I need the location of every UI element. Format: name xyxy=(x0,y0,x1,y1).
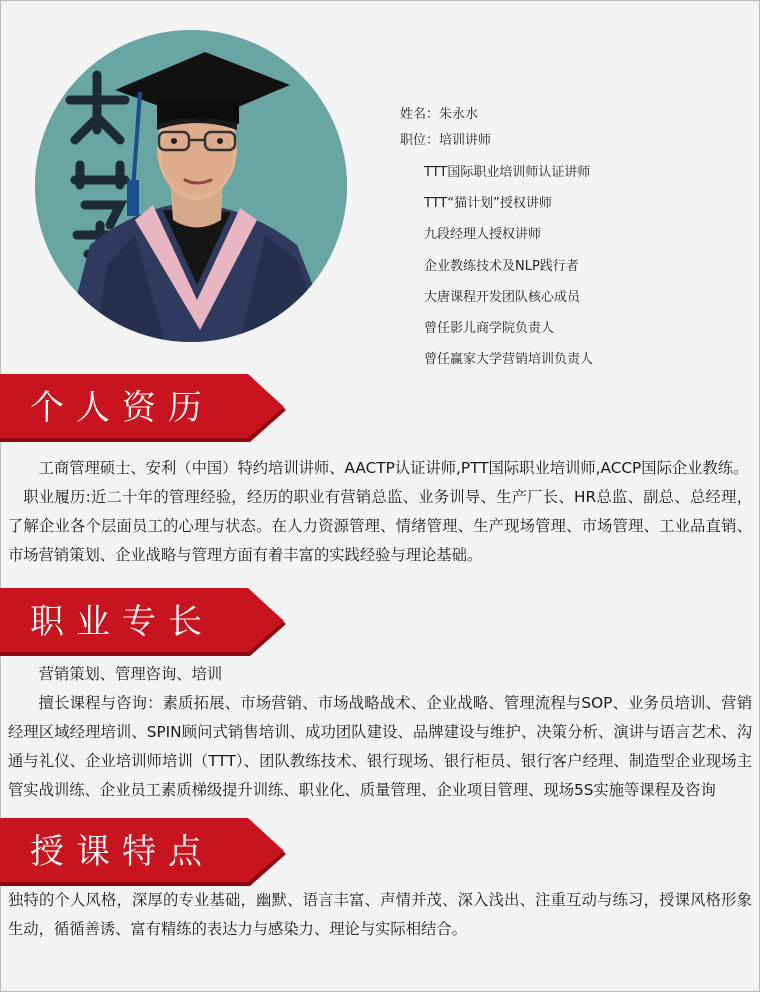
profile-position: 职位：培训讲师 xyxy=(400,133,492,148)
paragraph: 擅长课程与咨询：素质拓展、市场营销、市场战略战术、企业战略、管理流程与SOP、业务员培训、营销经理区域经理培训、SPIN顾问式销售培训、成功团队建设、品牌建设与维护、决策分析、演讲与语言艺术、沟通与礼仪、企业培训师培训（TTT）、团队教练技术、银行现场、银行柜员、银行客户经理、制造型企业现场主管实战训练、企业员工素质梯级提升训练、职业化、质量管理、企业项目管理、现场5S实施等课程及咨询 xyxy=(8,694,752,799)
section-body-expertise xyxy=(8,660,752,805)
section-banner-qualifications xyxy=(0,374,290,442)
paragraph: 职业履历:近二十年的管理经验，经历的职业有营销总监、业务训导、生产厂长、HR总监、副总、总经理，了解企业各个层面员工的心理与状态。在人力资源管理、情绪管理、生产现场管理、市场管理、工业品直销、市场营销策划、企业战略与管理方面有着丰富的实践经验与理论基础。 xyxy=(8,488,752,564)
profile-photo xyxy=(35,30,347,342)
graduate-portrait-image xyxy=(35,30,347,342)
credential-item: 曾任影儿商学院负责人 xyxy=(424,320,555,336)
credential-item: TTT“猫计划”授权讲师 xyxy=(424,196,552,212)
section-body-qualifications xyxy=(8,454,752,570)
paragraph: 工商管理硕士、安利（中国）特约培训讲师、AACTP认证讲师,PTT国际职业培训师,ACCP国际企业教练。 xyxy=(38,459,749,477)
section-title: 授课特点 xyxy=(30,832,214,872)
section-title: 职业专长 xyxy=(30,602,214,642)
section-body-teaching-style xyxy=(8,886,752,944)
section-title: 个人资历 xyxy=(30,388,214,428)
paragraph: 独特的个人风格，深厚的专业基础，幽默、语言丰富、声情并茂、深入浅出、注重互动与练习，授课风格形象生动，循循善诱、富有精练的表达力与感染力、理论与实际相结合。 xyxy=(8,891,752,938)
credential-item: 九段经理人授权讲师 xyxy=(424,227,542,243)
section-banner-expertise xyxy=(0,588,290,656)
credential-item: TTT国际职业培训师认证讲师 xyxy=(424,165,591,180)
profile-name: 姓名：朱永水 xyxy=(400,107,479,122)
credential-item: 大唐课程开发团队核心成员 xyxy=(424,289,581,305)
credential-list xyxy=(424,160,593,378)
paragraph: 营销策划、管理咨询、培训 xyxy=(38,665,223,683)
credential-item: 曾任赢家大学营销培训负责人 xyxy=(424,352,594,368)
profile-info xyxy=(400,102,491,154)
section-banner-teaching-style xyxy=(0,818,290,886)
credential-item: 企业教练技术及NLP践行者 xyxy=(424,258,579,274)
